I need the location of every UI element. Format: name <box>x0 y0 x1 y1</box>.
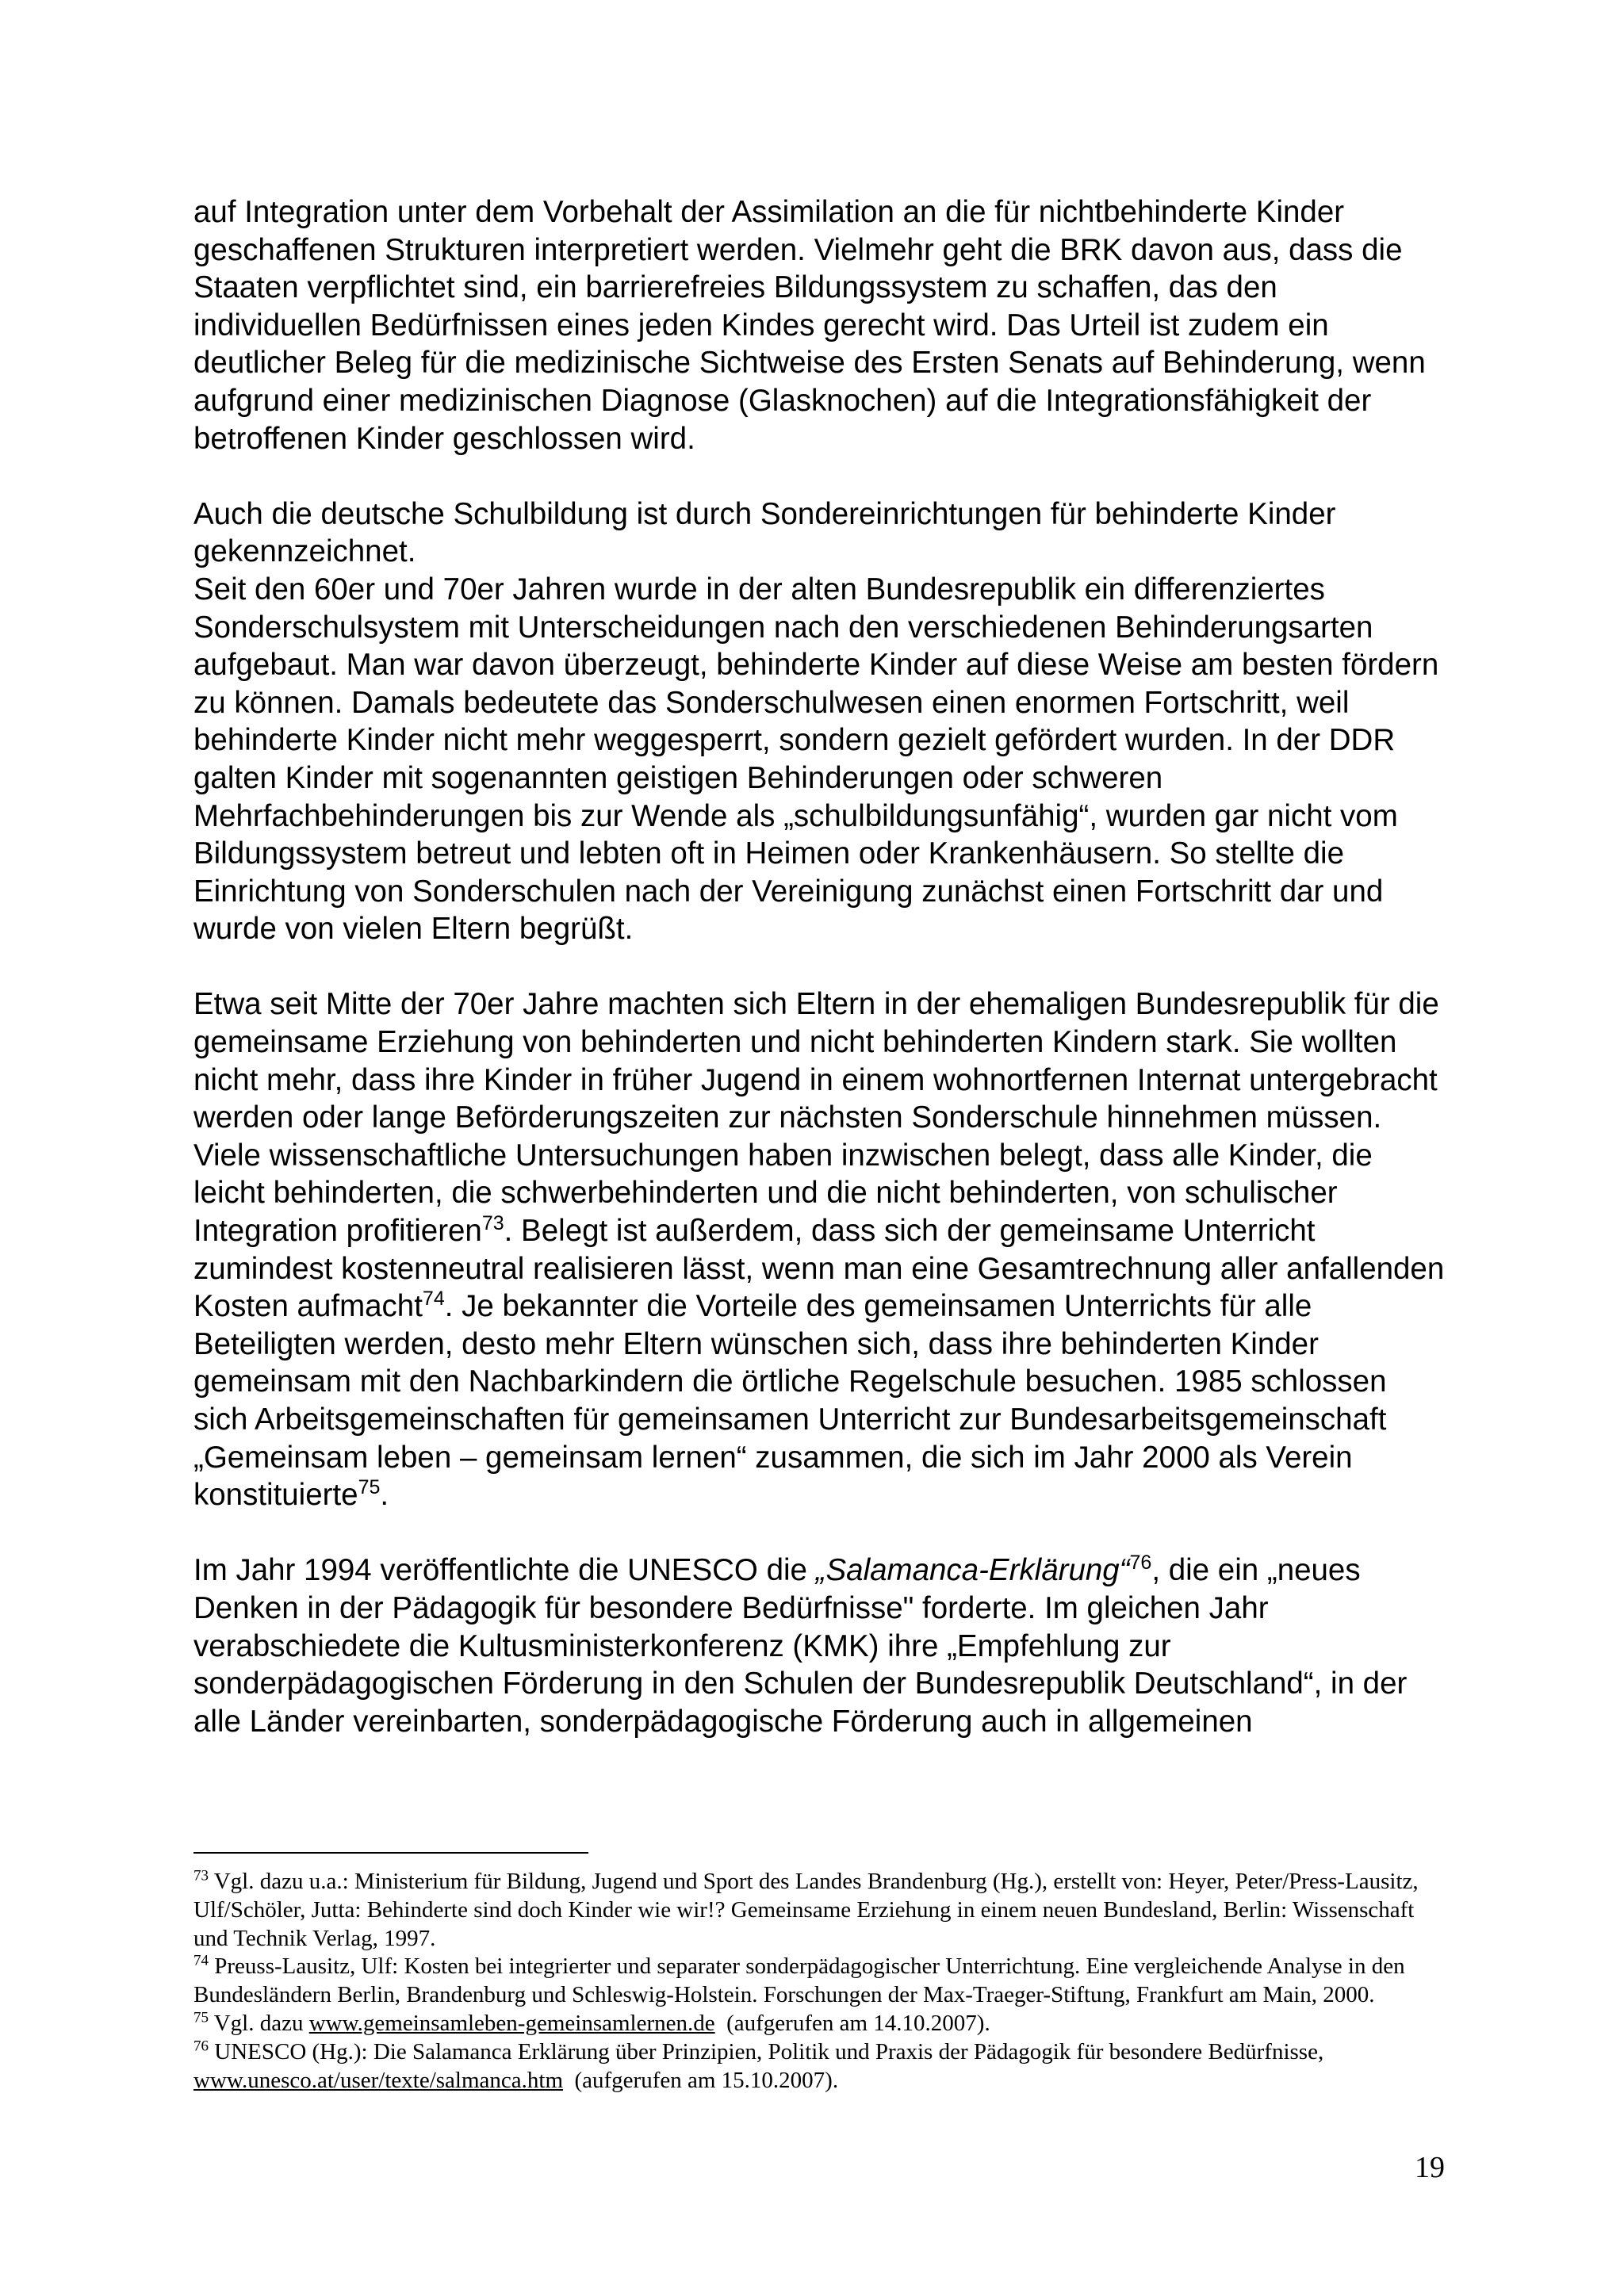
paragraph-5-text: Im Jahr 1994 veröffentlichte die UNESCO die <box>193 1553 816 1588</box>
paragraph-2: Auch die deutsche Schulbildung ist durch Sondereinrichtungen für behinderte Kinder gekennzeichnet. <box>193 496 1336 569</box>
paragraph-4 <box>193 985 1446 1513</box>
footnote-text: Preuss-Lausitz, Ulf: Kosten bei integrierter und separater sonderpädagogischer Unterrichtung. Eine vergleichende Analyse in den Bundesländern Berlin, Brandenburg und Schleswig-Holstein. Forschungen der Max-Traeger-Stiftung, Frankfurt am Main, 2000. <box>193 1954 1405 2008</box>
paragraph-4-text: . Je bekannter die Vorteile des gemeinsamen Unterrichts für alle Beteiligten werden, desto mehr Eltern wünschen sich, dass ihre behinderten Kinder gemeinsam mit den Nachbarkindern die örtliche Regelschule besuchen. 1985 schlossen sich Arbeitsgemeinschaften für gemeinsamen Unterricht zur Bundesarbeitsgemeinschaft „Gemeinsam leben – gemeinsam lernen“ zusammen, die sich im Jahr 2000 als Verein konstituierte <box>193 1289 1387 1513</box>
main-text <box>193 193 1446 1740</box>
paragraph-gap <box>193 1514 1446 1552</box>
paragraph-4-text: . <box>380 1478 389 1513</box>
salamanca-title: „Salamanca-Erklärung“ <box>815 1553 1130 1588</box>
paragraph-1: auf Integration unter dem Vorbehalt der Assimilation an die für nichtbehinderte Kinder geschaffenen Strukturen interpretiert werden. Vielmehr geht die BRK davon aus, dass die Staaten verpflichtet sind, ein barrierefreies Bildungssystem zu schaffen, das den individuellen Bedürfnissen eines jeden Kindes gerecht wird. Das Urteil ist zudem ein deutlicher Beleg für die medizinische Sichtweise des Ersten Senats auf Behinderung, wenn aufgrund einer medizinischen Diagnose (Glasknochen) auf die Integrationsfähigkeit der betroffenen Kinder geschlossen wird. <box>193 195 1426 456</box>
paragraph-gap <box>193 457 1446 496</box>
footnote-number: 74 <box>193 1952 209 1969</box>
footnote-text: UNESCO (Hg.): Die Salamanca Erklärung über Prinzipien, Politik und Praxis der Pädagogik für besondere Bedürfnisse, <box>214 2038 1324 2064</box>
paragraph-gap <box>193 948 1446 986</box>
footnotes <box>193 1868 1446 2095</box>
footnote-text: Vgl. dazu <box>213 2010 309 2036</box>
paragraph-5-text: , die ein „neues Denken in der Pädagogik für besondere Bedürfnisse" forderte. Im gleichen Jahr verabschiedete die Kultusministerkonferenz (KMK) ihre „Empfehlung zur sonderpädagogischen Förderung in den Schulen der Bundesrepublik Deutschland“, in der alle Länder vereinbarten, sonderpädagogische Förderung auch in allgemeinen <box>193 1553 1408 1739</box>
footnote-ref-74: 74 <box>422 1288 445 1311</box>
footnote-number: 75 <box>193 2009 209 2026</box>
footnote-text: (aufgerufen am 15.10.2007). <box>563 2067 839 2093</box>
footnote-ref-76: 76 <box>1129 1552 1152 1575</box>
footnote-separator <box>193 1852 588 1854</box>
footnote-ref-75: 75 <box>358 1476 381 1499</box>
paragraph-3: Seit den 60er und 70er Jahren wurde in der alten Bundesrepublik ein differenziertes Sonderschulsystem mit Unterscheidungen nach den verschiedenen Behinderungsarten aufgebaut. Man war davon überzeugt, behinderte Kinder auf diese Weise am besten fördern zu können. Damals bedeutete das Sonderschulwesen einen enormen Fortschritt, weil behinderte Kinder nicht mehr weggesperrt, sondern gezielt gefördert wurden. In der DDR galten Kinder mit sogenannten geistigen Behinderungen oder schweren Mehrfachbehinderungen bis zur Wende als „schulbildungsunfähig“, wurden gar nicht vom Bildungssystem betreut und lebten oft in Heimen oder Krankenhäusern. So stellte die Einrichtung von Sonderschulen nach der Vereinigung zunächst einen Fortschritt dar und wurde von vielen Eltern begrüßt. <box>193 572 1439 947</box>
paragraph-5 <box>193 1552 1446 1740</box>
page-number: 19 <box>1415 2151 1445 2184</box>
footnote-number: 73 <box>193 1867 209 1885</box>
paragraph-4-text: . Belegt ist außerdem, dass sich der gemeinsame Unterricht zumindest kostenneutral realisieren lässt, wenn man eine Gesamtrechnung aller anfallenden Kosten aufmacht <box>193 1214 1445 1324</box>
footnote-text: (aufgerufen am 14.10.2007). <box>714 2010 990 2036</box>
footnote-73 <box>193 1868 1446 1953</box>
footnote-text: Vgl. dazu u.a.: Ministerium für Bildung, Jugend und Sport des Landes Brandenburg (Hg.), erstellt von: Heyer, Peter/Press-Lausitz, Ulf/Schöler, Jutta: Behinderte sind doch Kinder wie wir!? Gemeinsame Erziehung in einem neuen Bundesland, Berlin: Wissenschaft und Technik Verlag, 1997. <box>193 1869 1419 1951</box>
footnote-link[interactable]: www.gemeinsamleben-gemeinsamlernen.de <box>308 2010 715 2036</box>
footnote-number: 76 <box>193 2038 209 2055</box>
footnote-link[interactable]: www.unesco.at/user/texte/salmanca.htm <box>193 2067 563 2093</box>
footnote-76 <box>193 2038 1446 2095</box>
footnote-74 <box>193 1953 1446 2010</box>
footnote-ref-73: 73 <box>481 1212 504 1235</box>
paragraph-4-text: Etwa seit Mitte der 70er Jahre machten sich Eltern in der ehemaligen Bundesrepublik für die gemeinsame Erziehung von behinderten und nicht behinderten Kindern stark. Sie wollten nicht mehr, dass ihre Kinder in früher Jugend in einem wohnortfernen Internat untergebracht werden oder lange Beförderungszeiten zur nächsten Sonderschule hinnehmen müssen. Viele wissenschaftliche Untersuchungen haben inzwischen belegt, dass alle Kinder, die leicht behinderten, die schwerbehinderten und die nicht behinderten, von schulischer Integration profitieren <box>193 987 1439 1249</box>
footnote-75 <box>193 2010 1446 2038</box>
